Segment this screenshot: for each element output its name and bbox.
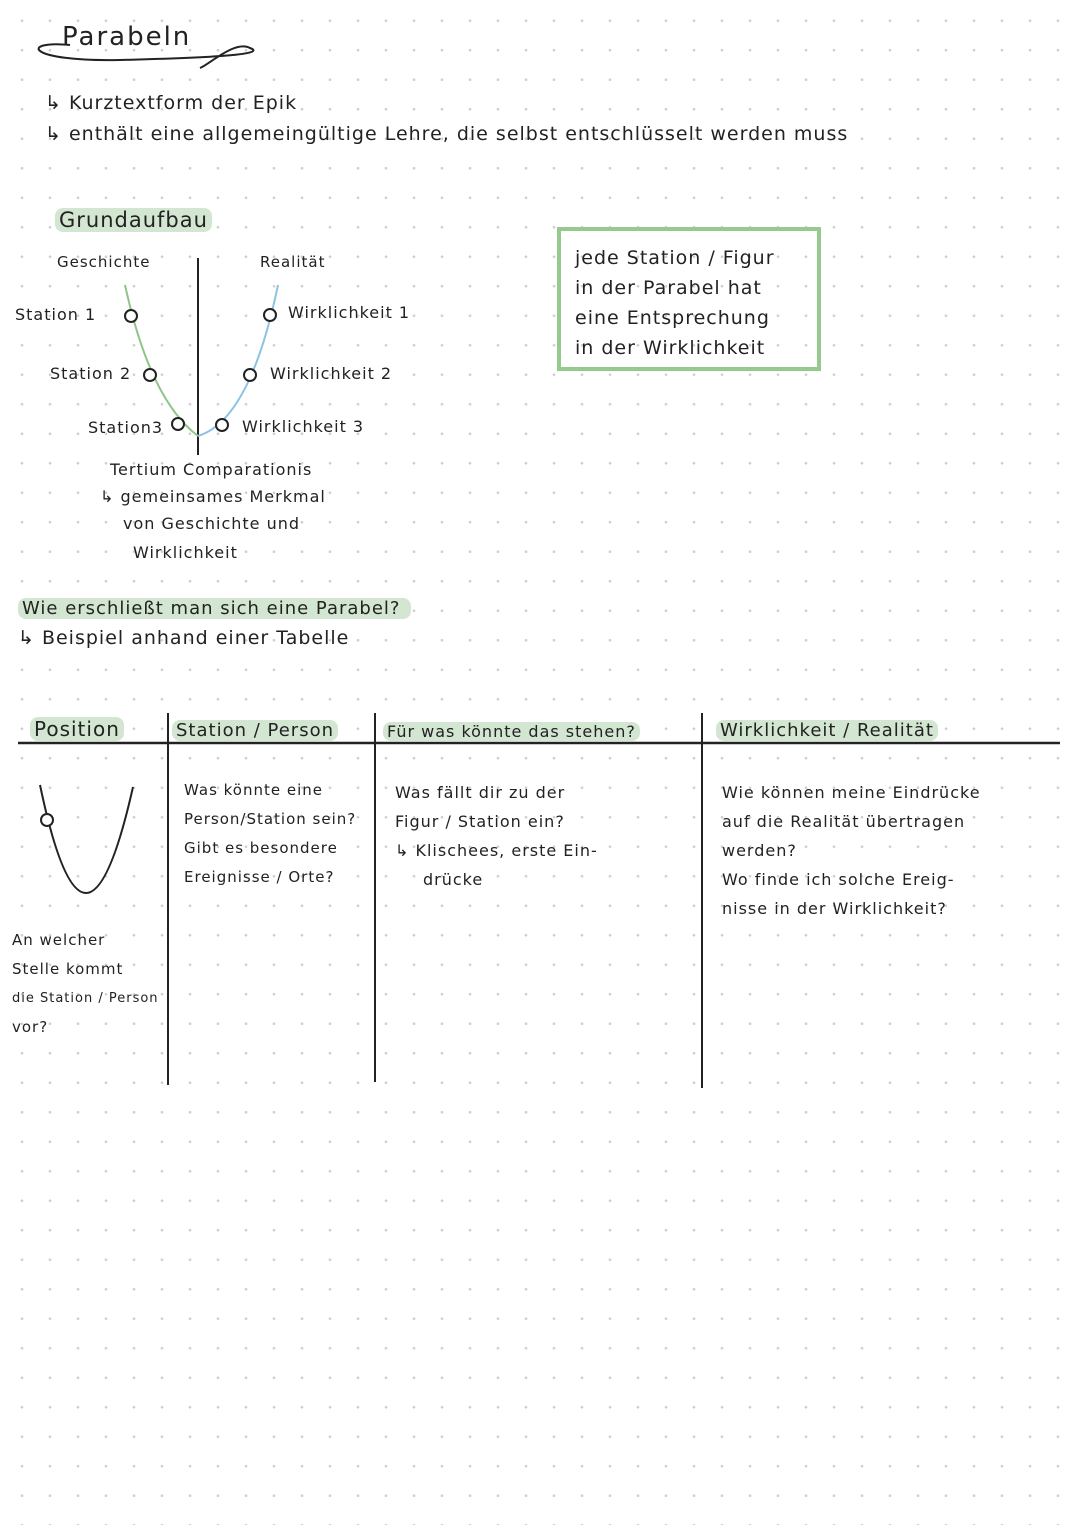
cell-line: Person/Station sein? bbox=[184, 810, 357, 828]
tertium-line: Wirklichkeit bbox=[133, 543, 238, 562]
tertium-line: von Geschichte und bbox=[123, 514, 301, 533]
station-label: Station 1 bbox=[15, 305, 97, 324]
tertium-line: ↳ gemeinsames Merkmal bbox=[100, 487, 326, 506]
meaning-cell bbox=[395, 778, 598, 894]
station-label: Station3 bbox=[88, 418, 164, 437]
cell-line: Wo finde ich solche Ereig- bbox=[722, 870, 955, 889]
cell-line: Stelle kommt bbox=[12, 960, 124, 978]
note-line: eine Entsprechung bbox=[575, 307, 770, 329]
cell-line: werden? bbox=[722, 841, 797, 860]
story-label: Geschichte bbox=[57, 253, 151, 271]
reality-item: Wirklichkeit 3 bbox=[242, 417, 365, 436]
cell-line: die Station / Person bbox=[12, 991, 159, 1006]
cell-line: auf die Realität übertragen bbox=[722, 812, 966, 831]
cell-line: Was fällt dir zu der bbox=[395, 783, 566, 802]
position-cell bbox=[12, 926, 159, 1042]
table-header-station: Station / Person bbox=[172, 720, 338, 741]
reality-cell bbox=[722, 778, 981, 923]
note-line: in der Wirklichkeit bbox=[575, 337, 766, 359]
note-line: in der Parabel hat bbox=[575, 277, 762, 299]
cell-line: vor? bbox=[12, 1018, 49, 1036]
cell-line: nisse in der Wirklichkeit? bbox=[722, 899, 947, 918]
position-marker bbox=[41, 814, 53, 826]
table-header-reality: Wirklichkeit / Realität bbox=[716, 720, 938, 741]
note-box bbox=[557, 227, 821, 371]
reality-item: Wirklichkeit 2 bbox=[270, 364, 393, 383]
intro-line: ↳ Kurztextform der Epik bbox=[45, 92, 298, 114]
note-line: jede Station / Figur bbox=[575, 247, 775, 269]
cell-line: Was könnte eine bbox=[184, 781, 323, 799]
cell-line: Gibt es besondere bbox=[184, 839, 338, 857]
reality-label: Realität bbox=[260, 253, 326, 271]
page-title: Parabeln bbox=[62, 22, 192, 52]
reality-item: Wirklichkeit 1 bbox=[288, 303, 411, 322]
cell-line: ↳ Klischees, erste Ein- bbox=[395, 841, 598, 860]
station-cell bbox=[184, 776, 356, 892]
cell-line: drücke bbox=[423, 870, 484, 889]
cell-line: An welcher bbox=[12, 931, 106, 949]
question-heading: Wie erschließt man sich eine Parabel? bbox=[18, 598, 411, 619]
table-header-position: Position bbox=[30, 717, 124, 741]
cell-line: Wie können meine Eindrücke bbox=[722, 783, 981, 802]
cell-line: Ereignisse / Orte? bbox=[184, 868, 335, 886]
station-label: Station 2 bbox=[50, 364, 132, 383]
question-sub: ↳ Beispiel anhand einer Tabelle bbox=[18, 627, 350, 649]
reality-curve bbox=[198, 285, 278, 436]
position-parabola bbox=[40, 785, 133, 893]
story-curve bbox=[125, 285, 198, 436]
cell-line: Figur / Station ein? bbox=[395, 812, 565, 831]
tertium-line: Tertium Comparationis bbox=[110, 460, 313, 479]
grundaufbau-heading: Grundaufbau bbox=[55, 208, 212, 232]
station-markers bbox=[125, 309, 276, 431]
intro-line: ↳ enthält eine allgemeingültige Lehre, die selbst entschlüsselt werden muss bbox=[45, 123, 849, 145]
table-header-meaning: Für was könnte das stehen? bbox=[383, 722, 640, 741]
